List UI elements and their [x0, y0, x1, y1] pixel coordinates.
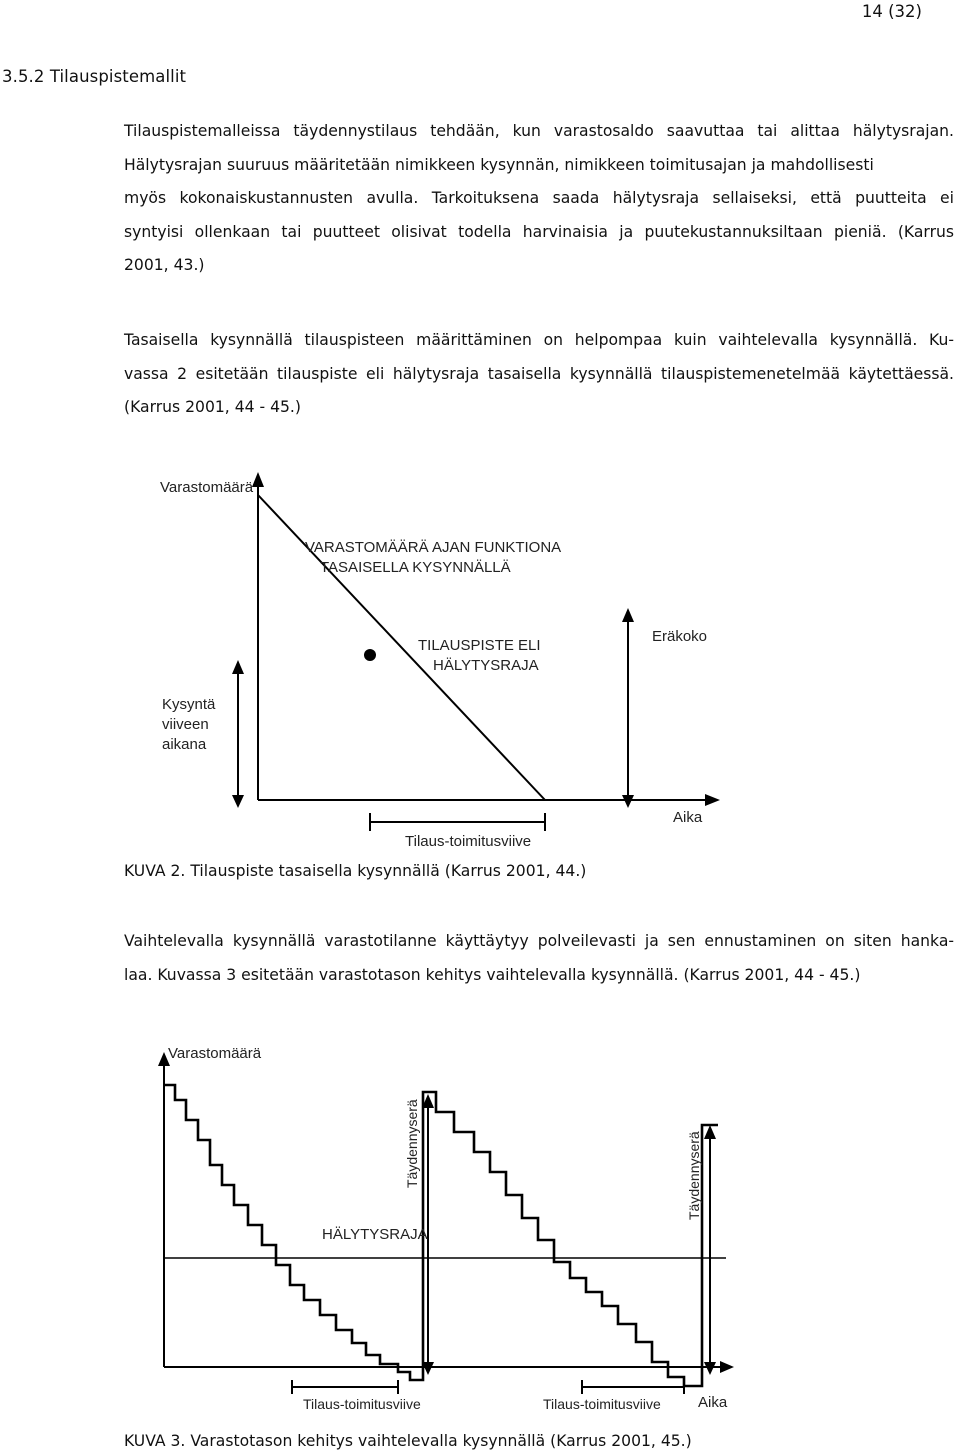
demand-label: aikana [162, 736, 207, 753]
text-line: 2001, 43.) [124, 256, 205, 274]
y-axis-label: Varastomäärä [168, 1045, 262, 1062]
section-heading: 3.5.2 Tilauspistemallit [2, 67, 187, 86]
refill-label-1: Täydennyserä [404, 1099, 420, 1188]
x-axis-arrowhead [720, 1361, 734, 1373]
demand-arrow-down-head [232, 795, 244, 808]
x-axis-label: Aika [698, 1394, 728, 1411]
order-point-marker [364, 649, 376, 661]
curve-label: VARASTOMÄÄRÄ AJAN FUNKTIONA [305, 539, 562, 556]
order-point-label: TILAUSPISTE ELI [418, 637, 541, 654]
demand-label: Kysyntä [162, 696, 216, 713]
refill-label-2: Täydennyserä [686, 1131, 702, 1220]
text-line: laa. Kuvassa 3 esitetään varastotason kehitys vaihtelevalla kysynnällä. (Karrus 2001, 44 - 45.) [124, 965, 861, 984]
text-line: Tilauspistemalleissa täydennystilaus tehdään, kun varastosaldo saavuttaa tai alittaa hälytysrajan. [124, 122, 954, 140]
batch-size-label: Eräkoko [652, 628, 708, 645]
paragraph-3 [124, 925, 954, 992]
lead-time-label-2: Tilaus-toimitusviive [543, 1396, 661, 1412]
figure-3-caption: KUVA 3. Varastotason kehitys vaihtelevalla kysynnällä (Karrus 2001, 45.) [124, 1432, 692, 1450]
alarm-limit-label: HÄLYTYSRAJA [322, 1226, 428, 1243]
order-point-label: HÄLYTYSRAJA [433, 657, 539, 674]
refill-arrow-2-up-head [704, 1125, 716, 1139]
refill-arrow-2-down-head [704, 1362, 716, 1375]
text-line: Vaihtelevalla kysynnällä varastotilanne käyttäytyy polveilevasti ja sen ennustaminen on siten hanka- [124, 932, 954, 950]
text-line: Tasaisella kysynnällä tilauspisteen määrittäminen on helpompaa kuin vaihtelevalla kysynnällä. Ku- [124, 331, 954, 349]
y-axis-arrowhead [252, 472, 264, 487]
page-number: 14 (32) [861, 2, 922, 21]
text-line: Hälytysrajan suuruus määritetään nimikkeen kysynnän, nimikkeen toimitusajan ja mahdollisesti [124, 155, 874, 174]
x-axis-label: Aika [673, 809, 703, 826]
text-line: myös kokonaiskustannusten avulla. Tarkoituksena saada hälytysraja sellaiseksi, että puutteita ei [124, 189, 954, 207]
text-line: vassa 2 esitetään tilauspiste eli hälytysraja tasaisella kysynnällä tilauspistemenetelmää käytettäessä. [124, 364, 954, 383]
lead-time-label-1: Tilaus-toimitusviive [303, 1396, 421, 1412]
paragraph-1 [124, 115, 954, 283]
stock-level-curve [164, 1085, 718, 1386]
demand-label: viiveen [162, 716, 209, 733]
curve-label: TASAISELLA KYSYNNÄLLÄ [320, 559, 511, 576]
figure-3-diagram [140, 1030, 760, 1420]
text-line: (Karrus 2001, 44 - 45.) [124, 398, 301, 416]
figure-2-caption: KUVA 2. Tilauspiste tasaisella kysynnällä (Karrus 2001, 44.) [124, 862, 587, 880]
demand-arrow-up-head [232, 660, 244, 674]
x-axis-arrowhead [705, 794, 720, 806]
lead-time-label: Tilaus-toimitusviive [405, 833, 532, 850]
paragraph-2 [124, 324, 954, 425]
batch-arrow-up-head [622, 608, 634, 622]
figure-2-diagram [140, 462, 740, 857]
batch-arrow-down-head [622, 795, 634, 808]
y-axis-label: Varastomäärä [160, 479, 254, 496]
text-line: syntyisi ollenkaan tai puutteet olisivat todella harvinaisia ja puutekustannuksiltaan pieniä. (Karrus [124, 222, 954, 241]
